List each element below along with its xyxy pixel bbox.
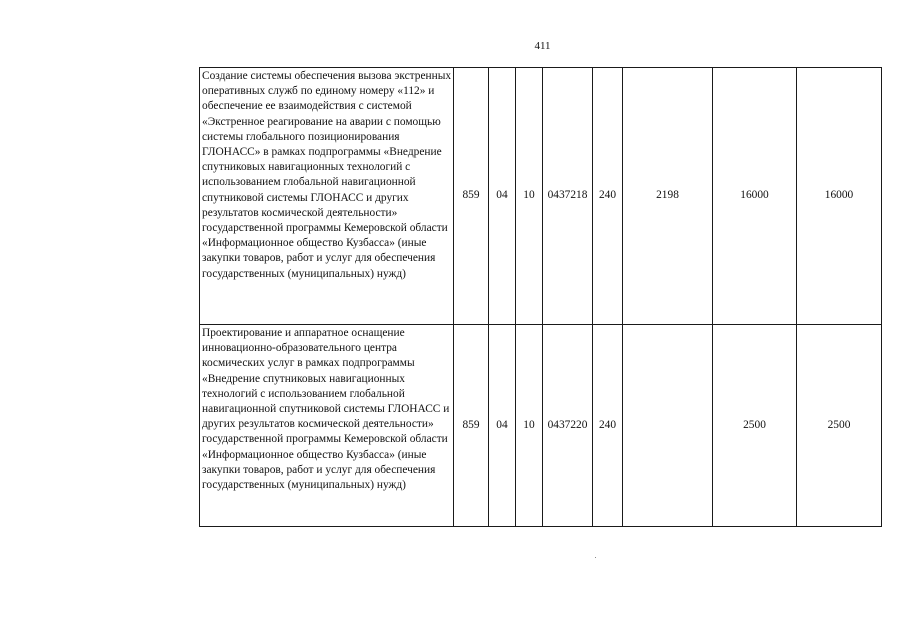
amount-1-cell: 16000 xyxy=(713,68,797,325)
table-row xyxy=(200,325,882,527)
code-cell xyxy=(623,325,713,527)
section-cell: 04 xyxy=(489,68,516,325)
code-cell: 2198 xyxy=(623,68,713,325)
amount-1-cell: 2500 xyxy=(713,325,797,527)
subsection-cell: 10 xyxy=(516,325,543,527)
amount-2-cell: 16000 xyxy=(797,68,882,325)
target-article-cell: 0437218 xyxy=(543,68,593,325)
section-cell: 04 xyxy=(489,325,516,527)
subsection-cell: 10 xyxy=(516,68,543,325)
expense-type-cell: 240 xyxy=(593,68,623,325)
ministry-code-cell: 859 xyxy=(454,325,489,527)
scan-speck xyxy=(595,557,596,558)
table-row xyxy=(200,68,882,325)
row-description: Создание системы обеспечения вызова экстренных оперативных служб по единому номеру «112» и обеспечение ее взаимодействия с системой «Экстренное реагирование на аварии с помощью системы глобального позиционирования ГЛОНАСС» в рамках подпрограммы «Внедрение спутниковых навигационных технологий с использованием глобальной навигационной спутниковой системы ГЛОНАСС и других результатов космической деятельности» государственной программы Кемеровской области «Информационное общество Кузбасса» (иные закупки товаров, работ и услуг для обеспечения государственных (муниципальных) нужд) xyxy=(200,68,454,325)
budget-table xyxy=(199,67,882,527)
ministry-code-cell: 859 xyxy=(454,68,489,325)
amount-2-cell: 2500 xyxy=(797,325,882,527)
target-article-cell: 0437220 xyxy=(543,325,593,527)
page-number: 411 xyxy=(534,40,551,52)
row-description: Проектирование и аппаратное оснащение инновационно-образовательного центра космических услуг в рамках подпрограммы «Внедрение спутниковых навигационных технологий с использованием глобальной навигационной спутниковой системы ГЛОНАСС и других результатов космической деятельности» государственной программы Кемеровской области «Информационное общество Кузбасса» (иные закупки товаров, работ и услуг для обеспечения государственных (муниципальных) нужд) xyxy=(200,325,454,527)
expense-type-cell: 240 xyxy=(593,325,623,527)
